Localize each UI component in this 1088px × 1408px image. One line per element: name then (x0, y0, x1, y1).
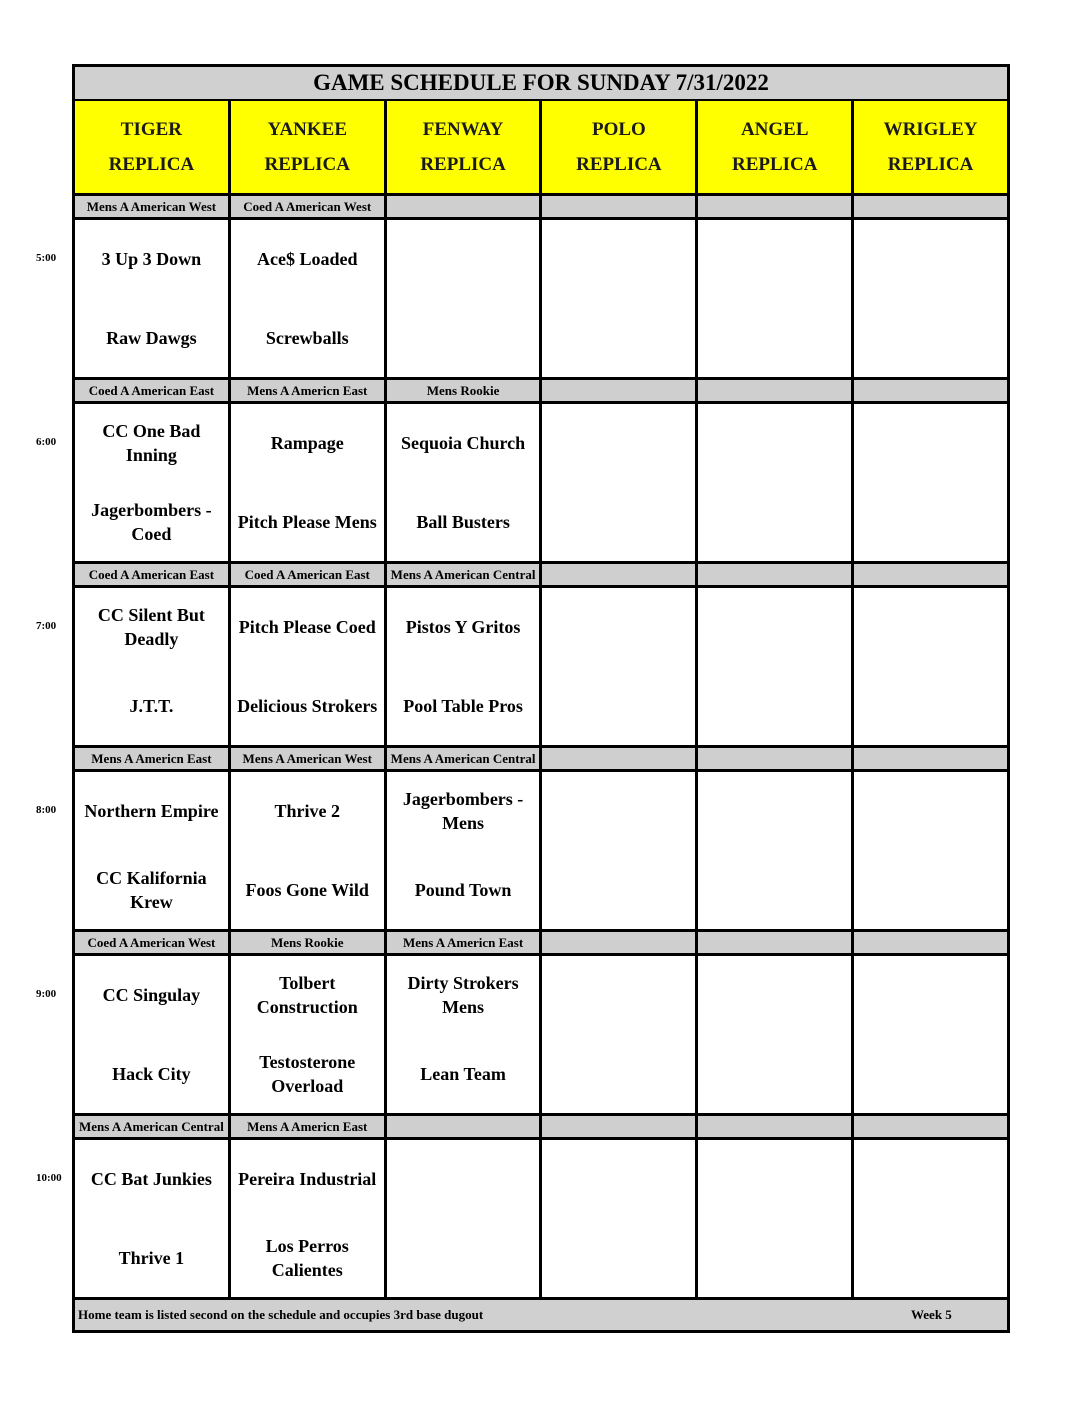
home-team: J.T.T. (129, 695, 174, 716)
home-team (542, 667, 695, 746)
division-label: Mens Rookie (387, 380, 543, 401)
time-label: 6:00 (36, 436, 57, 448)
home-team (542, 851, 695, 930)
field-name: ANGEL (740, 119, 809, 140)
away-team: CC Bat Junkies (90, 1169, 212, 1190)
home-team (387, 299, 540, 378)
game-cell (231, 1140, 387, 1297)
games-row (75, 772, 1007, 929)
game-cell (854, 404, 1007, 561)
home-team: Foos Gone Wild (245, 879, 369, 900)
home-team: Pitch Please Mens (237, 511, 377, 532)
home-team (854, 483, 1007, 562)
home-team: Testosterone Overload (259, 1051, 356, 1096)
home-team (542, 1035, 695, 1114)
home-team: Lean Team (420, 1063, 506, 1084)
field-header-fenway (387, 101, 543, 193)
away-team (854, 220, 1007, 299)
time-label: 5:00 (36, 252, 57, 264)
away-team: Northern Empire (84, 801, 219, 822)
away-team (698, 588, 851, 667)
home-team: Raw Dawgs (106, 327, 197, 348)
home-team (854, 1035, 1007, 1114)
schedule-footer (75, 1300, 1007, 1330)
division-label: Coed A American West (75, 932, 231, 953)
division-row (75, 564, 1007, 588)
field-sub: REPLICA (731, 154, 818, 175)
away-team (542, 220, 695, 299)
time-label: 10:00 (36, 1172, 62, 1184)
away-team: CC One Bad Inning (102, 421, 201, 466)
game-cell (231, 588, 387, 745)
game-cell (387, 956, 543, 1113)
field-sub: REPLICA (420, 154, 506, 175)
division-label (698, 932, 854, 953)
home-team (387, 1219, 540, 1298)
division-label (854, 564, 1007, 585)
games-row (75, 956, 1007, 1113)
game-cell (698, 220, 854, 377)
time-slot-block (75, 380, 1007, 564)
division-label (542, 748, 698, 769)
division-label: Mens A Americn East (231, 1116, 387, 1137)
field-header-yankee (231, 101, 387, 193)
division-row (75, 380, 1007, 404)
division-label (542, 932, 698, 953)
field-header-row (75, 101, 1007, 196)
division-label (854, 196, 1007, 217)
time-slot-block (75, 932, 1007, 1116)
division-label (854, 748, 1007, 769)
game-cell (542, 956, 698, 1113)
division-row (75, 748, 1007, 772)
time-label: 9:00 (36, 988, 57, 1000)
away-team (854, 1140, 1007, 1219)
away-team (698, 772, 851, 851)
game-cell (231, 956, 387, 1113)
away-team (387, 1140, 540, 1219)
field-header-angel (698, 101, 854, 193)
division-label (854, 380, 1007, 401)
home-team (698, 1035, 851, 1114)
game-cell (854, 772, 1007, 929)
away-team: Rampage (270, 433, 344, 454)
division-label (542, 1116, 698, 1137)
home-team (542, 1219, 695, 1298)
division-label: Mens A Americn East (231, 380, 387, 401)
week-label: Week 5 (911, 1307, 952, 1322)
division-row (75, 932, 1007, 956)
game-cell (542, 1140, 698, 1297)
away-team: Pereira Industrial (238, 1169, 377, 1190)
game-cell (75, 956, 231, 1113)
division-label (698, 1116, 854, 1137)
home-team: Jagerbombers - Coed (91, 499, 212, 544)
game-cell (854, 588, 1007, 745)
time-slot-block (75, 564, 1007, 748)
home-team: Screwballs (265, 327, 349, 348)
home-team: Delicious Strokers (237, 695, 378, 716)
division-label: Coed A American East (75, 564, 231, 585)
division-label (698, 564, 854, 585)
home-team: Thrive 1 (118, 1247, 185, 1268)
footer-note: Home team is listed second on the schedule and occupies 3rd base dugout (78, 1307, 484, 1322)
away-team: CC Singulay (102, 985, 201, 1006)
home-team: Los Perros Calientes (265, 1235, 349, 1280)
division-label (387, 1116, 543, 1137)
division-label (542, 380, 698, 401)
division-label (698, 380, 854, 401)
away-team (698, 220, 851, 299)
away-team (854, 404, 1007, 483)
field-header-polo (542, 101, 698, 193)
away-team: CC Silent But Deadly (97, 605, 205, 650)
home-team: CC Kalifornia Krew (96, 867, 207, 912)
division-label: Mens A American Central (387, 748, 543, 769)
games-row (75, 1140, 1007, 1297)
division-label: Mens A American West (75, 196, 231, 217)
division-label: Coed A American East (75, 380, 231, 401)
away-team (698, 1140, 851, 1219)
division-label: Mens A Americn East (75, 748, 231, 769)
division-row (75, 196, 1007, 220)
field-sub: REPLICA (264, 154, 350, 175)
home-team: Ball Busters (416, 511, 510, 532)
field-name: POLO (591, 119, 646, 140)
field-name: FENWAY (422, 119, 504, 140)
game-cell (75, 404, 231, 561)
game-cell (698, 1140, 854, 1297)
home-team (854, 667, 1007, 746)
home-team: Pound Town (414, 879, 512, 900)
division-label (542, 564, 698, 585)
division-label: Coed A American West (231, 196, 387, 217)
away-team (698, 404, 851, 483)
game-cell (854, 1140, 1007, 1297)
home-team (698, 667, 851, 746)
field-sub: REPLICA (576, 154, 662, 175)
away-team: Pistos Y Gritos (405, 617, 521, 638)
division-label: Mens Rookie (231, 932, 387, 953)
game-cell (698, 956, 854, 1113)
field-header-tiger (75, 101, 231, 193)
away-team: Tolbert Construction (256, 973, 358, 1018)
home-team (698, 851, 851, 930)
game-cell (75, 588, 231, 745)
game-cell (698, 404, 854, 561)
home-team (542, 483, 695, 562)
away-team (387, 220, 540, 299)
game-cell (542, 220, 698, 377)
away-team: Dirty Strokers Mens (407, 973, 519, 1018)
time-slots (75, 196, 1007, 1300)
division-label: Mens A American West (231, 748, 387, 769)
away-team (542, 588, 695, 667)
away-team (698, 956, 851, 1035)
time-label: 8:00 (36, 804, 57, 816)
away-team: 3 Up 3 Down (101, 249, 202, 270)
game-cell (387, 1140, 543, 1297)
division-label (387, 196, 543, 217)
field-name: WRIGLEY (883, 119, 978, 140)
away-team: Ace$ Loaded (256, 249, 358, 270)
division-label: Coed A American East (231, 564, 387, 585)
division-label (698, 748, 854, 769)
away-team: Pitch Please Coed (238, 617, 376, 638)
field-header-wrigley (854, 101, 1007, 193)
game-cell (387, 220, 543, 377)
game-cell (231, 404, 387, 561)
away-team (542, 404, 695, 483)
home-team (698, 299, 851, 378)
game-cell (854, 220, 1007, 377)
game-cell (854, 956, 1007, 1113)
game-cell (387, 772, 543, 929)
game-cell (231, 220, 387, 377)
game-cell (698, 772, 854, 929)
game-cell (75, 772, 231, 929)
field-name: TIGER (120, 119, 183, 140)
time-slot-block (75, 748, 1007, 932)
schedule-sheet (72, 64, 1010, 1333)
division-label: Mens A American Central (75, 1116, 231, 1137)
game-cell (542, 588, 698, 745)
division-label: Mens A Americn East (387, 932, 543, 953)
away-team (542, 772, 695, 851)
division-label (854, 1116, 1007, 1137)
game-cell (387, 404, 543, 561)
time-label: 7:00 (36, 620, 57, 632)
home-team (854, 1219, 1007, 1298)
games-row (75, 588, 1007, 745)
home-team (698, 483, 851, 562)
game-cell (75, 1140, 231, 1297)
game-cell (542, 404, 698, 561)
away-team: Jagerbombers - Mens (402, 789, 524, 834)
time-slot-block (75, 196, 1007, 380)
home-team (854, 851, 1007, 930)
games-row (75, 220, 1007, 377)
time-slot-block (75, 1116, 1007, 1300)
away-team: Thrive 2 (274, 801, 340, 822)
away-team (854, 956, 1007, 1035)
schedule-title: GAME SCHEDULE FOR SUNDAY 7/31/2022 (75, 67, 1007, 101)
home-team (854, 299, 1007, 378)
game-cell (231, 772, 387, 929)
away-team (854, 772, 1007, 851)
home-team: Hack City (112, 1063, 191, 1084)
field-sub: REPLICA (887, 154, 974, 175)
game-cell (698, 588, 854, 745)
division-label (698, 196, 854, 217)
game-cell (75, 220, 231, 377)
division-label (542, 196, 698, 217)
division-row (75, 1116, 1007, 1140)
division-label: Mens A American Central (387, 564, 543, 585)
away-team (542, 956, 695, 1035)
home-team (542, 299, 695, 378)
game-cell (542, 772, 698, 929)
game-cell (387, 588, 543, 745)
division-label (854, 932, 1007, 953)
away-team: Sequoia Church (400, 433, 526, 454)
games-row (75, 404, 1007, 561)
away-team (854, 588, 1007, 667)
home-team: Pool Table Pros (403, 695, 523, 716)
field-name: YANKEE (267, 119, 348, 140)
field-sub: REPLICA (108, 154, 195, 175)
home-team (698, 1219, 851, 1298)
away-team (542, 1140, 695, 1219)
